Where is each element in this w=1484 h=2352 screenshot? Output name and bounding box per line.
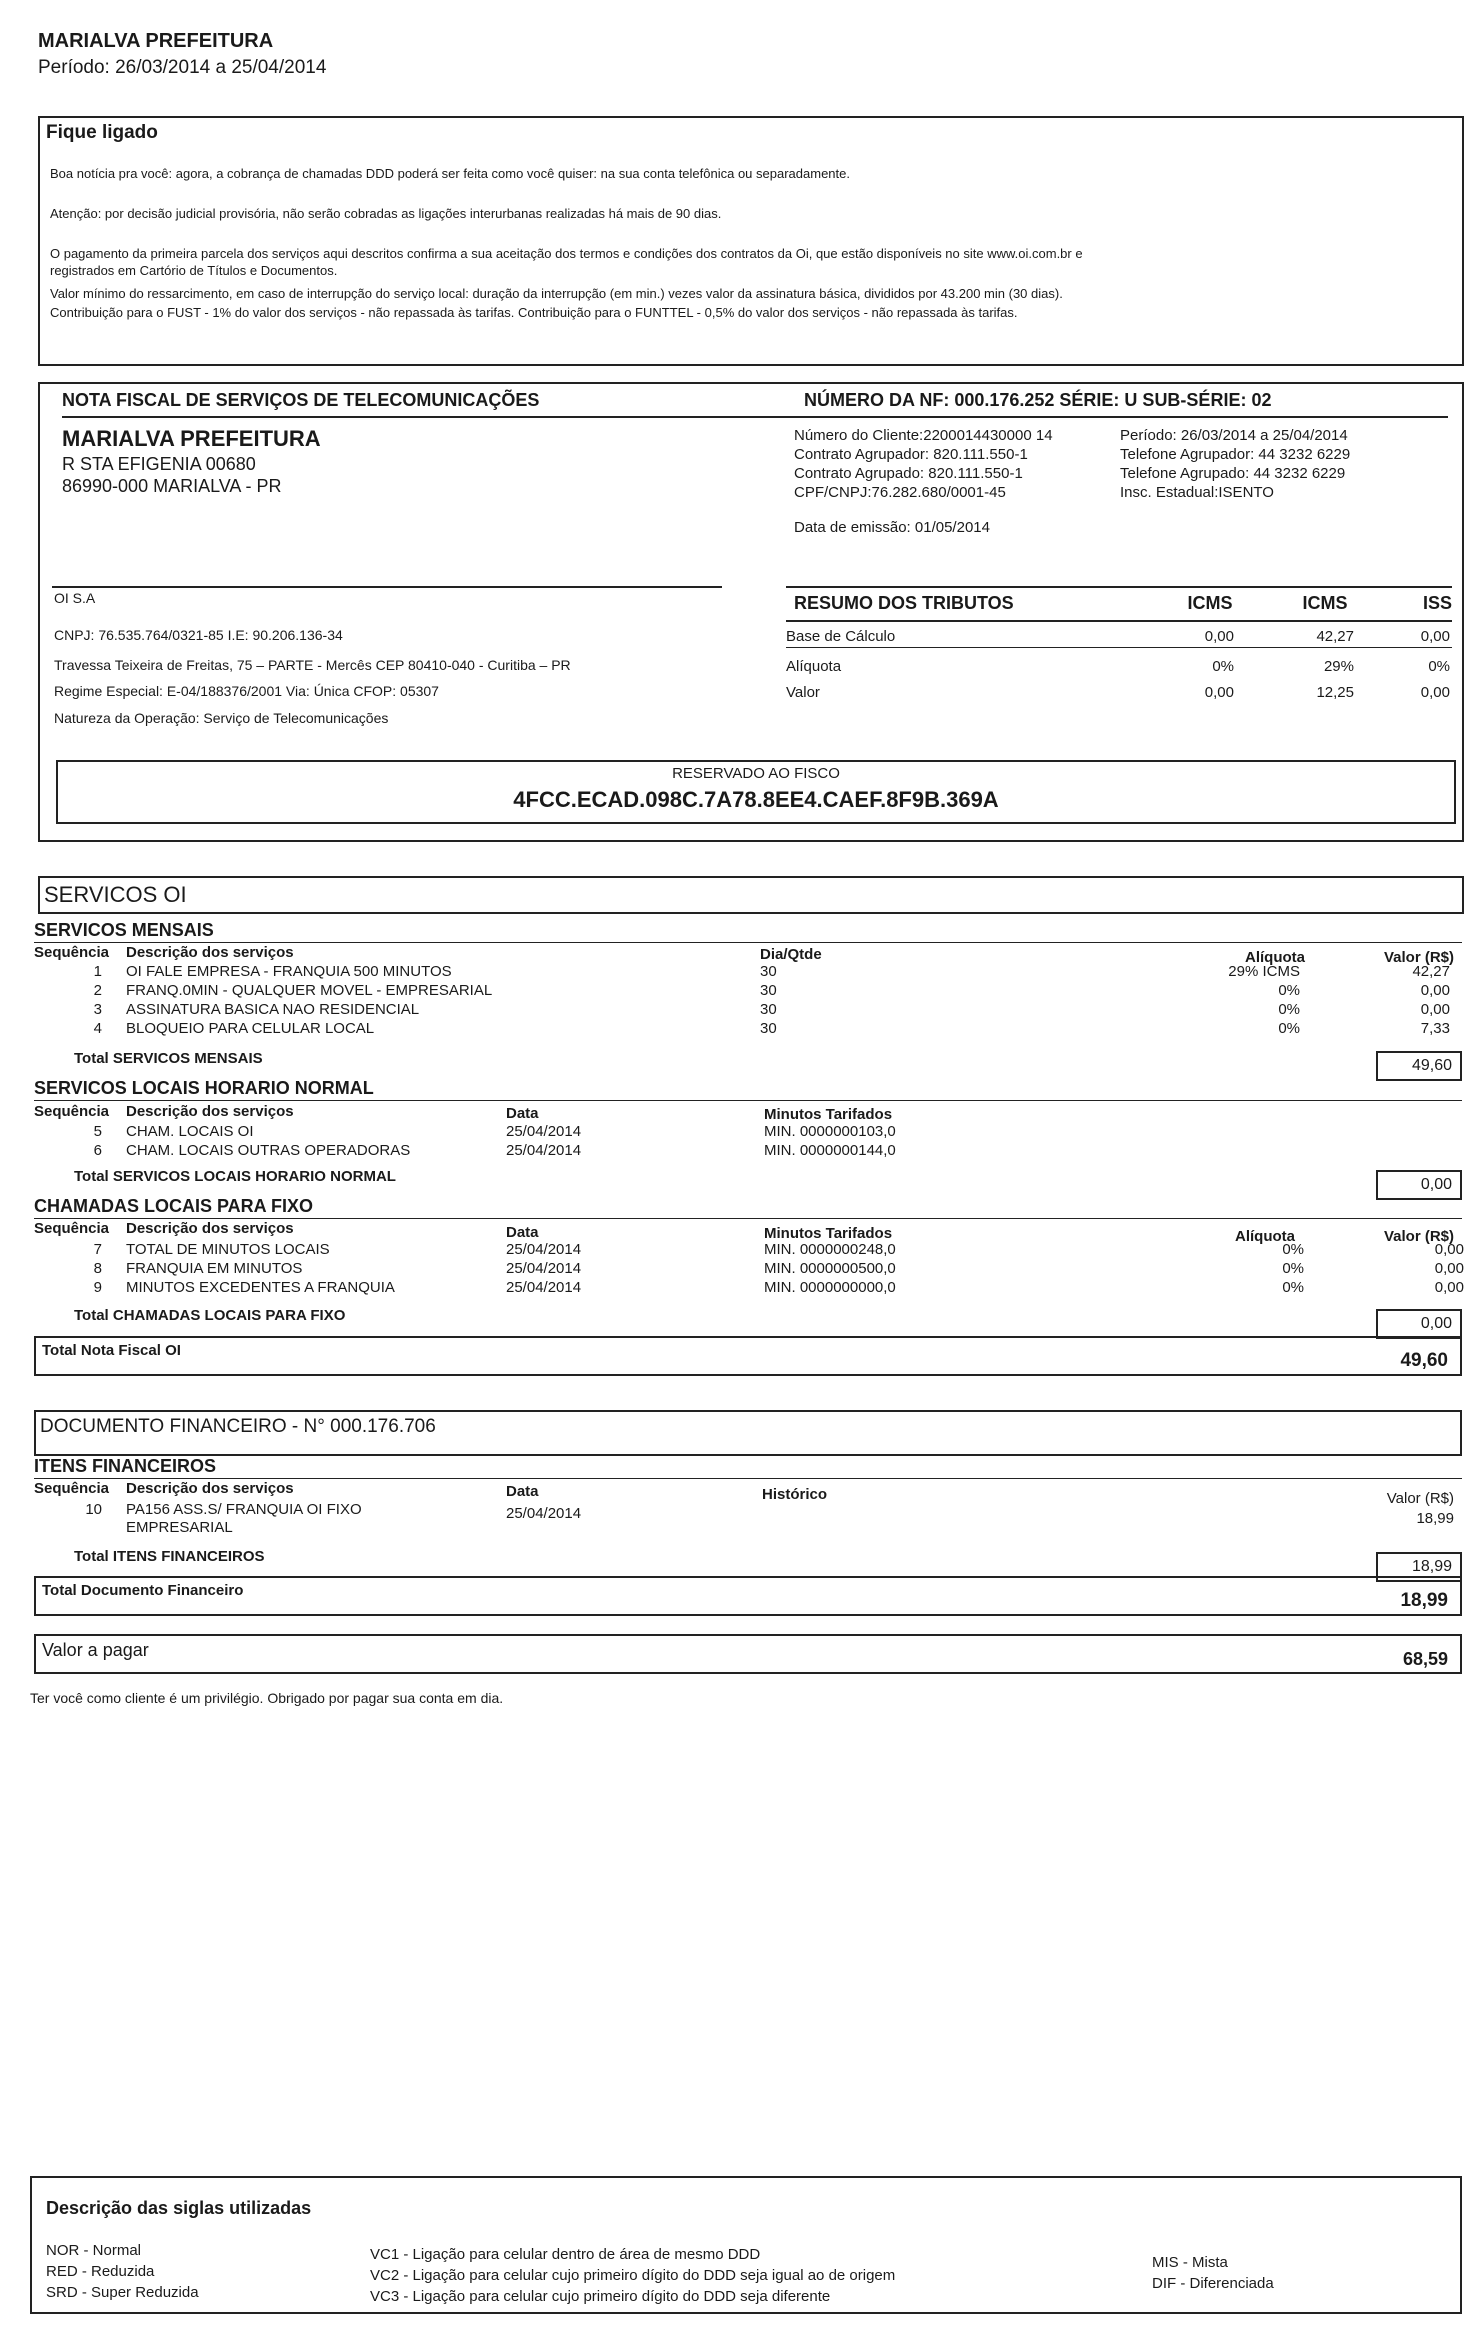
cell-seq: 9: [93, 1279, 102, 1296]
cell-desc: FRANQUIA EM MINUTOS: [126, 1260, 303, 1277]
total-doc-value: 18,99: [1400, 1590, 1448, 1611]
col-header: Minutos Tarifados: [764, 1106, 893, 1123]
issuer-line: Travessa Teixeira de Freitas, 75 – PARTE - Mercês CEP 80410-040 - Curitiba – PR: [54, 657, 571, 673]
invoice-title: NOTA FISCAL DE SERVIÇOS DE TELECOMUNICAÇÕES: [62, 390, 540, 410]
cell-data: 25/04/2014: [506, 1123, 582, 1140]
cell-valor: 0,00: [1434, 1241, 1464, 1258]
section-title-mensais: SERVICOS MENSAIS: [34, 920, 214, 940]
cell-qtd: 30: [760, 982, 777, 999]
total-value-box: 0,00: [1376, 1309, 1462, 1339]
cell-desc: FRANQ.0MIN - QUALQUER MOVEL - EMPRESARIAL: [126, 982, 493, 999]
section-title-locais: SERVICOS LOCAIS HORARIO NORMAL: [34, 1078, 374, 1098]
siglas-box: [30, 2176, 1462, 2314]
cell-valor: 0,00: [1420, 1001, 1450, 1018]
cell-aliq: 0%: [1282, 1260, 1304, 1277]
tax-row: Valor 0,00 12,25 0,00: [786, 684, 1450, 701]
fisco-label: RESERVADO AO FISCO: [672, 765, 840, 782]
cell-valor: 18,99: [1416, 1510, 1454, 1527]
cell-aliq: 0%: [1278, 1020, 1300, 1037]
col-header: Descrição dos serviços: [126, 1220, 294, 1237]
col-header: Sequência: [34, 944, 110, 961]
table-row-cont: EMPRESARIAL: [126, 1519, 233, 1536]
divider: [786, 586, 1452, 588]
cell-qtd: 30: [760, 1020, 777, 1037]
divider: [62, 416, 1448, 418]
table-row: [34, 1000, 1450, 1019]
invoice-number: NÚMERO DA NF: 000.176.252 SÉRIE: U SUB-SÉRIE: 02: [804, 390, 1272, 410]
notice-line: Atenção: por decisão judicial provisória, não serão cobradas as ligações interurbanas realizadas há mais de 90 dias.: [50, 206, 722, 221]
cell-qtd: 30: [760, 963, 777, 980]
cell-aliq: 0%: [1282, 1241, 1304, 1258]
cell-desc: MINUTOS EXCEDENTES A FRANQUIA: [126, 1279, 395, 1296]
issuer-name: OI S.A: [54, 590, 96, 606]
col-header: Data: [506, 1224, 539, 1241]
col-header: Sequência: [34, 1480, 110, 1497]
cell-valor: 42,27: [1412, 963, 1450, 980]
issuer-line: Regime Especial: E-04/188376/2001 Via: Única CFOP: 05307: [54, 683, 439, 699]
period: Período: 26/03/2014 a 25/04/2014: [38, 57, 327, 78]
divider: [786, 620, 1452, 622]
table-row: [34, 1122, 1004, 1141]
valor-pagar-label: Valor a pagar: [42, 1640, 149, 1660]
table-row: 10 PA156 ASS.S/ FRANQUIA OI FIXO 25/04/2014: [85, 1501, 582, 1522]
notice-line: Valor mínimo do ressarcimento, em caso de interrupção do serviço local: duração da interrupção (em min.) vezes valor da assinatura básica, divididos por 43.200 min (30 dias).: [50, 286, 1063, 301]
divider: [786, 647, 1452, 648]
col-header: Dia/Qtde: [760, 946, 822, 963]
col-header: Descrição dos serviços: [126, 1480, 294, 1497]
tax-header: ICMS: [1187, 593, 1233, 613]
notice-box: [38, 116, 1464, 366]
total-doc-label: Total Documento Financeiro: [42, 1582, 244, 1599]
valor-pagar-value: 68,59: [1402, 1649, 1448, 1669]
total-value-box: 49,60: [1376, 1051, 1462, 1081]
col-header: Data: [506, 1105, 539, 1122]
divider: [34, 1478, 1462, 1479]
cell-data: 25/04/2014: [506, 1260, 582, 1277]
total-label: Total SERVICOS MENSAIS: [74, 1050, 263, 1067]
divider: [34, 942, 1462, 943]
tax-row: Base de Cálculo 0,00 42,27 0,00: [786, 628, 1450, 645]
period-info: Período: 26/03/2014 a 25/04/2014 Telefone Agrupador: 44 3232 6229 Telefone Agrupado: 44 3232 6229 Insc. Estadual:ISENTO: [1120, 427, 1351, 501]
client-info: Número do Cliente:2200014430000 14 Contrato Agrupador: 820.111.550-1 Contrato Agrupado: 820.111.550-1 CPF/CNPJ:76.282.680/0001-45: [794, 427, 1053, 501]
table-row: [34, 1019, 1450, 1038]
cell-seq: 6: [93, 1142, 102, 1159]
emission-date: Data de emissão: 01/05/2014: [794, 519, 990, 536]
total-nf-box: [34, 1336, 1462, 1376]
col-header: Data: [506, 1483, 539, 1500]
tax-header: ISS: [1422, 593, 1452, 613]
total-value-box: 0,00: [1376, 1170, 1462, 1200]
cell-min: MIN. 0000000000,0: [764, 1279, 896, 1296]
cell-aliq: 0%: [1282, 1279, 1304, 1296]
cell-data: 25/04/2014: [506, 1241, 582, 1258]
table-row: [34, 1259, 1464, 1278]
cell-data: 25/04/2014: [506, 1142, 582, 1159]
table-row: [34, 1240, 1464, 1259]
cell-min: MIN. 0000000248,0: [764, 1241, 896, 1258]
cell-min: MIN. 0000000103,0: [764, 1123, 896, 1140]
divider: [52, 586, 722, 588]
total-label: Total SERVICOS LOCAIS HORARIO NORMAL: [74, 1168, 396, 1185]
cell-seq: 8: [93, 1260, 102, 1277]
col-header: Sequência: [34, 1220, 110, 1237]
table-row: [34, 981, 1450, 1000]
footer-message: Ter você como cliente é um privilégio. Obrigado por pagar sua conta em dia.: [30, 1690, 504, 1706]
col-header: Alíquota: [1235, 1228, 1295, 1245]
cell-valor: 7,33: [1420, 1020, 1450, 1037]
section-title-itens: ITENS FINANCEIROS: [34, 1456, 217, 1476]
cell-desc: BLOQUEIO PARA CELULAR LOCAL: [126, 1020, 375, 1037]
cell-seq: 3: [93, 1001, 102, 1018]
client-city: 86990-000 MARIALVA - PR: [62, 476, 282, 496]
issuer-line: Natureza da Operação: Serviço de Telecomunicações: [54, 710, 389, 726]
cell-desc: ASSINATURA BASICA NAO RESIDENCIAL: [126, 1001, 420, 1018]
notice-title: Fique ligado: [46, 122, 158, 143]
cell-qtd: 30: [760, 1001, 777, 1018]
cell-aliq: 29% ICMS: [1228, 963, 1300, 980]
siglas-col3: MIS - Mista DIF - Diferenciada: [1152, 2254, 1274, 2292]
col-header: Descrição dos serviços: [126, 944, 294, 961]
issuer-line: CNPJ: 76.535.764/0321-85 I.E: 90.206.136-34: [54, 627, 343, 643]
taxes-title: RESUMO DOS TRIBUTOS: [794, 593, 1014, 613]
total-value-box: 18,99: [1376, 1552, 1462, 1582]
cell-aliq: 0%: [1278, 1001, 1300, 1018]
cell-valor: 0,00: [1420, 982, 1450, 999]
servicos-header-box: [38, 876, 1464, 914]
cell-desc: CHAM. LOCAIS OI: [126, 1123, 254, 1140]
cell-seq: 2: [93, 982, 102, 999]
notice-line: Contribuição para o FUST - 1% do valor dos serviços - não repassada às tarifas. Contribuição para o FUNTTEL - 0,5% do valor dos serviços - não repassada às tarifas.: [50, 305, 1018, 320]
col-header: Sequência: [34, 1103, 110, 1120]
divider: [34, 1218, 1462, 1219]
cell-valor: 0,00: [1434, 1279, 1464, 1296]
total-nf-value: 49,60: [1400, 1350, 1448, 1371]
cell-desc: TOTAL DE MINUTOS LOCAIS: [126, 1241, 330, 1258]
col-header: Valor (R$): [1386, 1490, 1454, 1507]
col-header: Minutos Tarifados: [764, 1225, 893, 1242]
total-doc-box: [34, 1576, 1462, 1616]
col-header: Alíquota: [1245, 949, 1305, 966]
total-label: Total ITENS FINANCEIROS: [74, 1548, 265, 1565]
table-row: [34, 1278, 1464, 1297]
divider: [34, 1100, 1462, 1101]
client-address: R STA EFIGENIA 00680: [62, 454, 256, 474]
client-name: MARIALVA PREFEITURA: [62, 426, 321, 451]
table-row: [34, 1141, 1004, 1160]
financeiro-header-box: [34, 1410, 1462, 1456]
fisco-box: [56, 760, 1456, 824]
valor-pagar-box: [34, 1634, 1462, 1674]
cell-seq: 7: [93, 1241, 102, 1258]
servicos-title: SERVICOS OI: [44, 882, 187, 907]
notice-line: O pagamento da primeira parcela dos serviços aqui descritos confirma a sua aceitação dos termos e condições dos contratos da Oi, que estão disponíveis no site www.oi.com.br e: [50, 246, 1083, 261]
total-nf-label: Total Nota Fiscal OI: [42, 1342, 181, 1359]
fisco-code: 4FCC.ECAD.098C.7A78.8EE4.CAEF.8F9B.369A: [513, 787, 999, 812]
siglas-col2: VC1 - Ligação para celular dentro de área de mesmo DDD VC2 - Ligação para celular cujo primeiro dígito do DDD seja igual ao de origem VC3 - Ligação para celular cujo primeiro dígito do DDD seja diferente: [370, 2246, 896, 2305]
notice-line: Boa notícia pra você: agora, a cobrança de chamadas DDD poderá ser feita como você quiser: na sua conta telefônica ou separadamente.: [50, 166, 850, 181]
col-header: Histórico: [762, 1486, 828, 1503]
tax-header: ICMS: [1302, 593, 1348, 613]
tax-row: Alíquota 0% 29% 0%: [786, 658, 1450, 675]
cell-desc: OI FALE EMPRESA - FRANQUIA 500 MINUTOS: [126, 963, 452, 980]
cell-seq: 4: [93, 1020, 102, 1037]
total-label: Total CHAMADAS LOCAIS PARA FIXO: [74, 1307, 346, 1324]
col-header: Valor (R$): [1383, 1228, 1454, 1245]
cell-seq: 5: [93, 1123, 102, 1140]
cell-aliq: 0%: [1278, 982, 1300, 999]
col-header: Valor (R$): [1383, 949, 1454, 966]
company-title: MARIALVA PREFEITURA: [38, 30, 274, 52]
col-header: Descrição dos serviços: [126, 1103, 294, 1120]
cell-min: MIN. 0000000144,0: [764, 1142, 896, 1159]
table-row: [34, 962, 1450, 981]
cell-valor: 0,00: [1434, 1260, 1464, 1277]
cell-seq: 1: [93, 963, 102, 980]
cell-data: 25/04/2014: [506, 1279, 582, 1296]
financeiro-title: DOCUMENTO FINANCEIRO - N° 000.176.706: [40, 1416, 436, 1437]
cell-desc: CHAM. LOCAIS OUTRAS OPERADORAS: [126, 1142, 411, 1159]
siglas-col1: NOR - Normal RED - Reduzida SRD - Super Reduzida: [46, 2242, 199, 2301]
notice-line: registrados em Cartório de Títulos e Documentos.: [50, 263, 338, 278]
section-title-fixo: CHAMADAS LOCAIS PARA FIXO: [34, 1196, 313, 1216]
cell-min: MIN. 0000000500,0: [764, 1260, 896, 1277]
siglas-title: Descrição das siglas utilizadas: [46, 2198, 312, 2218]
